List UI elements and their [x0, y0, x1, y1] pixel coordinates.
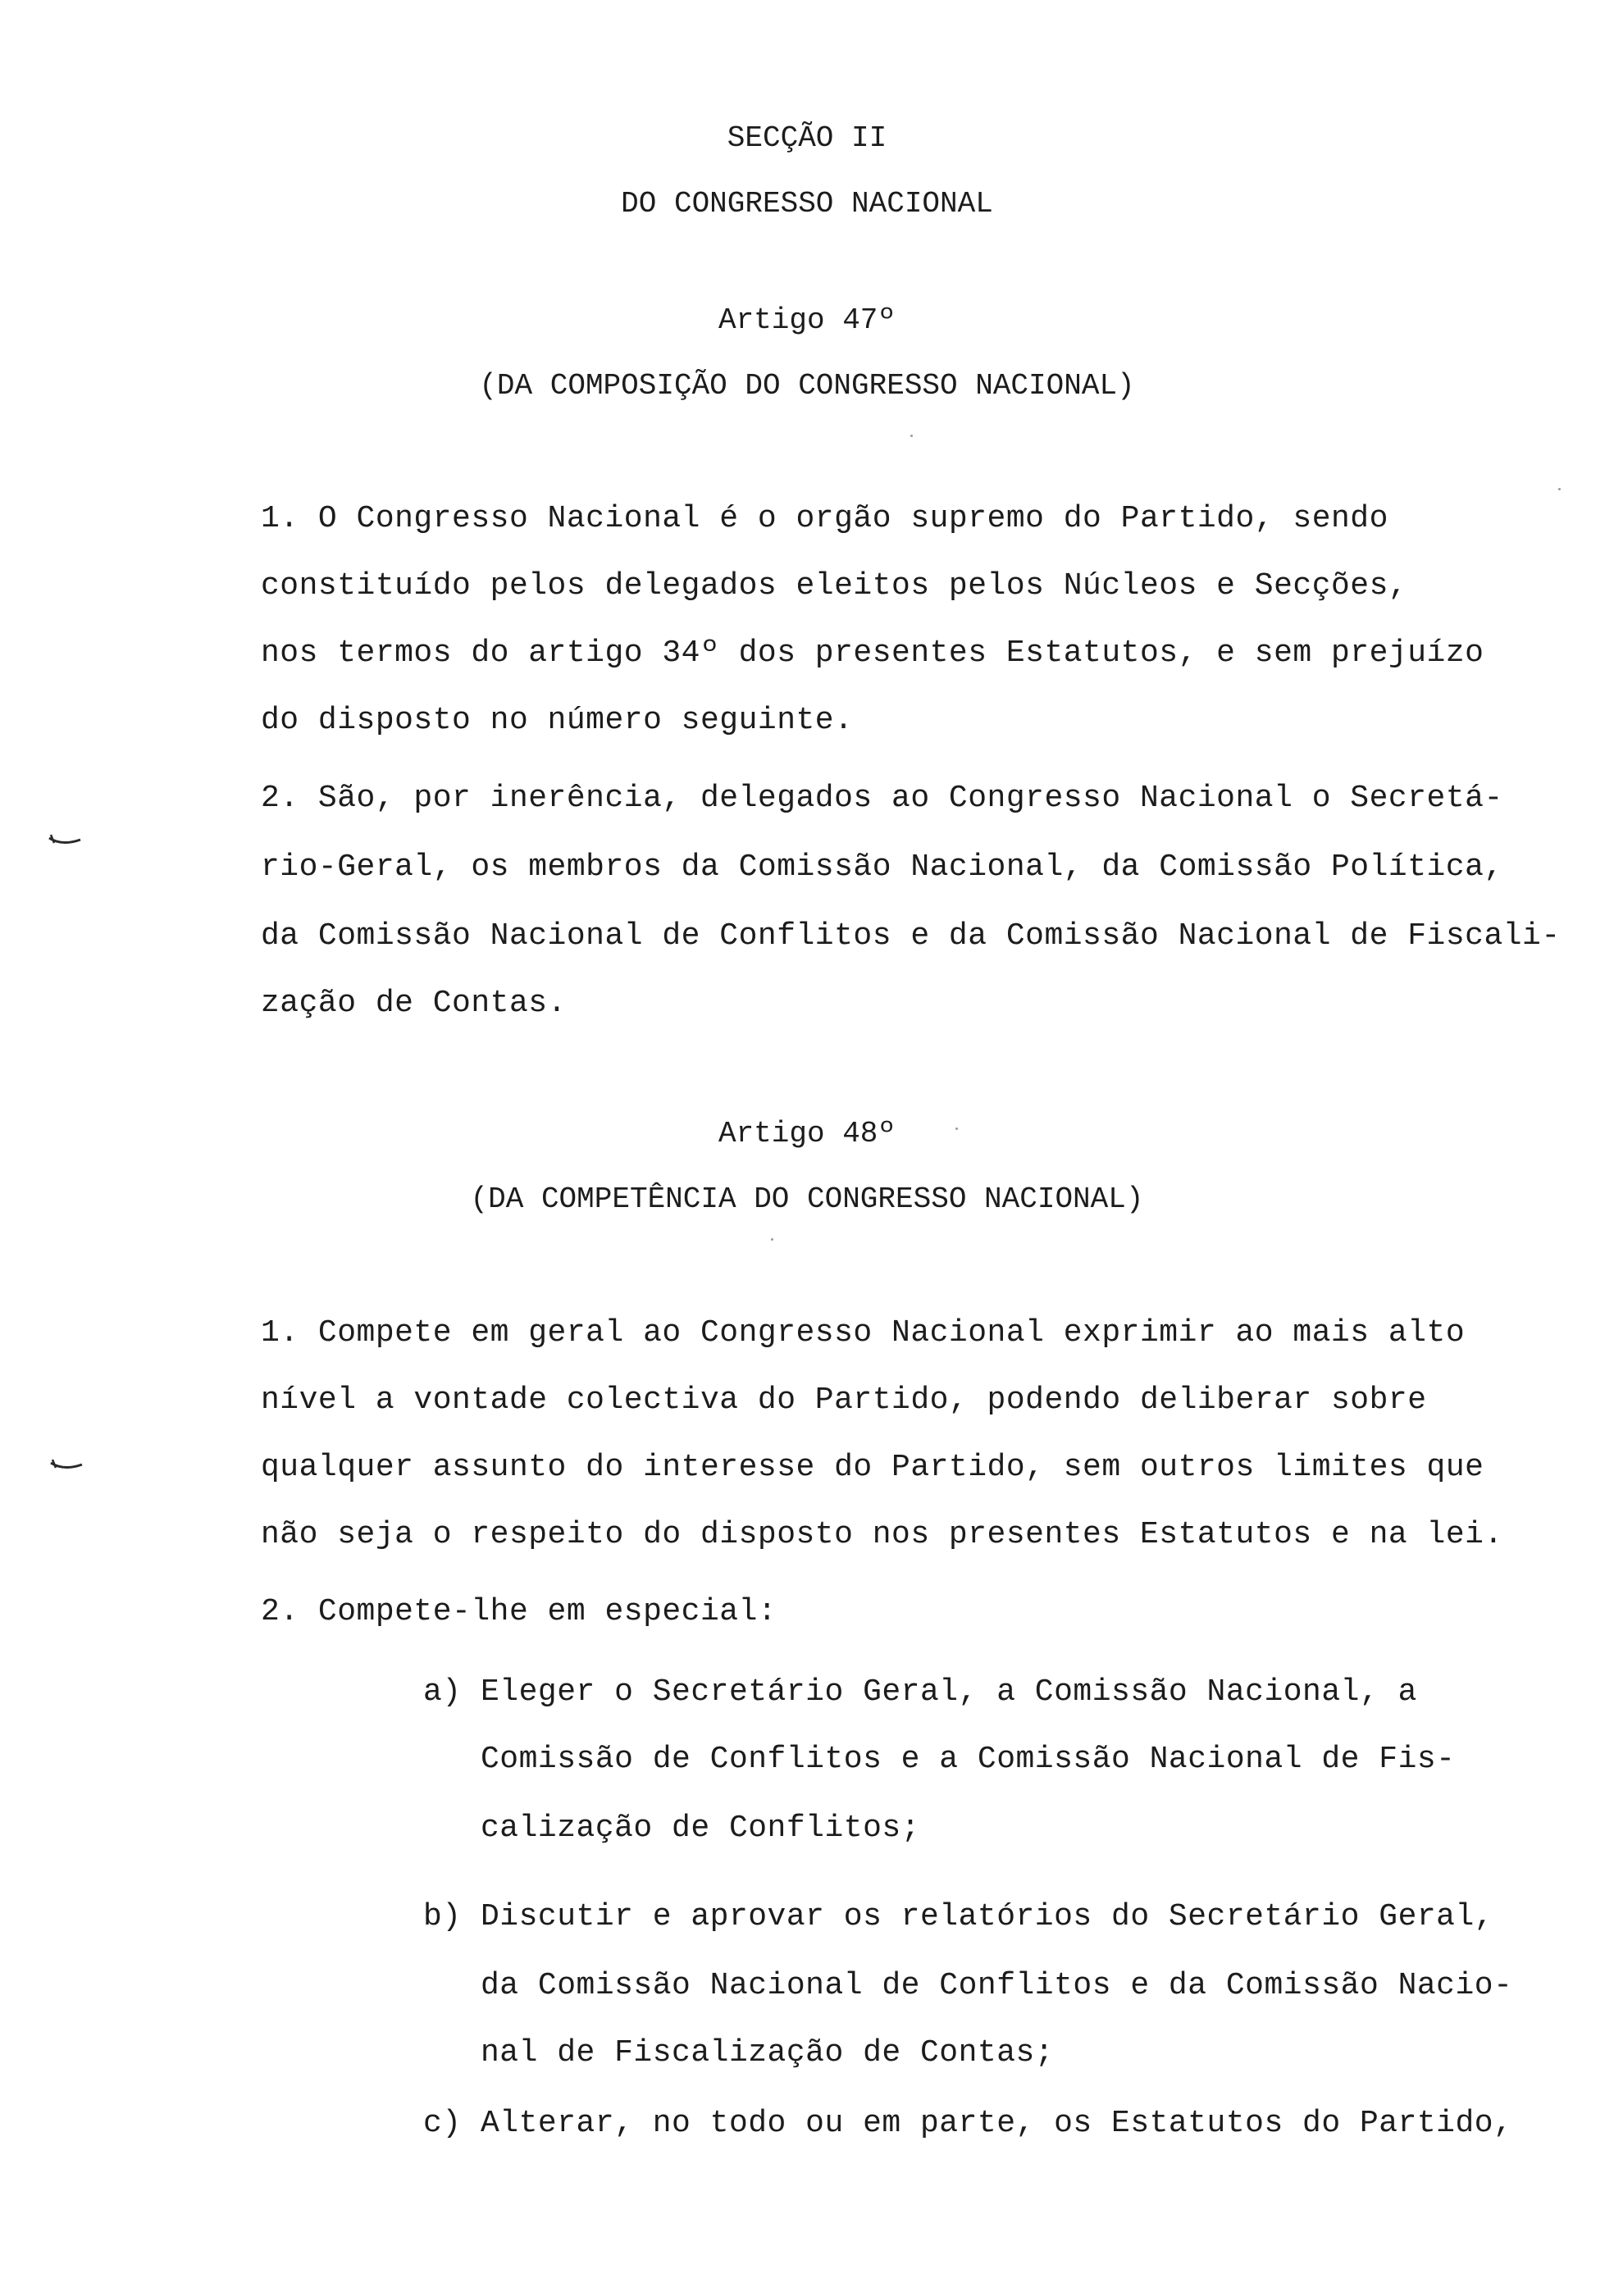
article-47-line: 1. O Congresso Nacional é o orgão supremo do Partido, sendo — [261, 501, 1388, 536]
binder-mark-icon — [48, 833, 82, 848]
article-47-line: 2. São, por inerência, delegados ao Congresso Nacional o Secretá- — [261, 781, 1503, 816]
item-line: Alterar, no todo ou em parte, os Estatutos do Partido, — [481, 2106, 1513, 2141]
article-47-line: constituído pelos delegados eleitos pelos Núcleos e Secções, — [261, 568, 1408, 604]
article-48-line: 1. Compete em geral ao Congresso Nacional exprimir ao mais alto — [261, 1315, 1466, 1351]
article-47-line: nos termos do artigo 34º dos presentes Estatutos, e sem prejuízo — [261, 636, 1484, 671]
article-48-heading: Artigo 48º — [718, 1117, 896, 1150]
article-48-subheading: (DA COMPETÊNCIA DO CONGRESSO NACIONAL) — [470, 1182, 1144, 1216]
item-line: Comissão de Conflitos e a Comissão Nacional de Fis- — [481, 1742, 1456, 1777]
item-line: Discutir e aprovar os relatórios do Secretário Geral, — [481, 1899, 1494, 1934]
article-48-line: qualquer assunto do interesse do Partido, sem outros limites que — [261, 1450, 1484, 1485]
article-47-line: do disposto no número seguinte. — [261, 703, 854, 738]
scan-speck — [1558, 488, 1561, 490]
article-47-heading: Artigo 47º — [718, 303, 896, 337]
item-line: nal de Fiscalização de Contas; — [481, 2035, 1055, 2070]
scan-speck — [955, 1128, 958, 1130]
scan-speck — [771, 1238, 773, 1241]
item-letter: a) — [423, 1674, 462, 1710]
scan-speck — [910, 435, 913, 437]
article-48-line: nível a vontade colectiva do Partido, podendo deliberar sobre — [261, 1383, 1427, 1418]
article-47-subheading: (DA COMPOSIÇÃO DO CONGRESSO NACIONAL) — [479, 369, 1135, 403]
section-title: SECÇÃO II — [727, 121, 887, 155]
item-letter: c) — [423, 2106, 462, 2141]
article-48-line: não seja o respeito do disposto nos presentes Estatutos e na lei. — [261, 1517, 1503, 1552]
article-48-line: 2. Compete-lhe em especial: — [261, 1594, 777, 1629]
article-47-line: zação de Contas. — [261, 986, 567, 1021]
article-47-line: da Comissão Nacional de Conflitos e da Comissão Nacional de Fiscali- — [261, 918, 1561, 954]
section-subtitle: DO CONGRESSO NACIONAL — [621, 187, 993, 221]
binder-mark-icon — [49, 1458, 84, 1473]
article-47-line: rio-Geral, os membros da Comissão Nacional, da Comissão Política, — [261, 850, 1503, 885]
item-letter: b) — [423, 1899, 462, 1934]
item-line: da Comissão Nacional de Conflitos e da Comissão Nacio- — [481, 1968, 1513, 2003]
item-line: Eleger o Secretário Geral, a Comissão Nacional, a — [481, 1674, 1417, 1710]
item-line: calização de Conflitos; — [481, 1811, 920, 1846]
